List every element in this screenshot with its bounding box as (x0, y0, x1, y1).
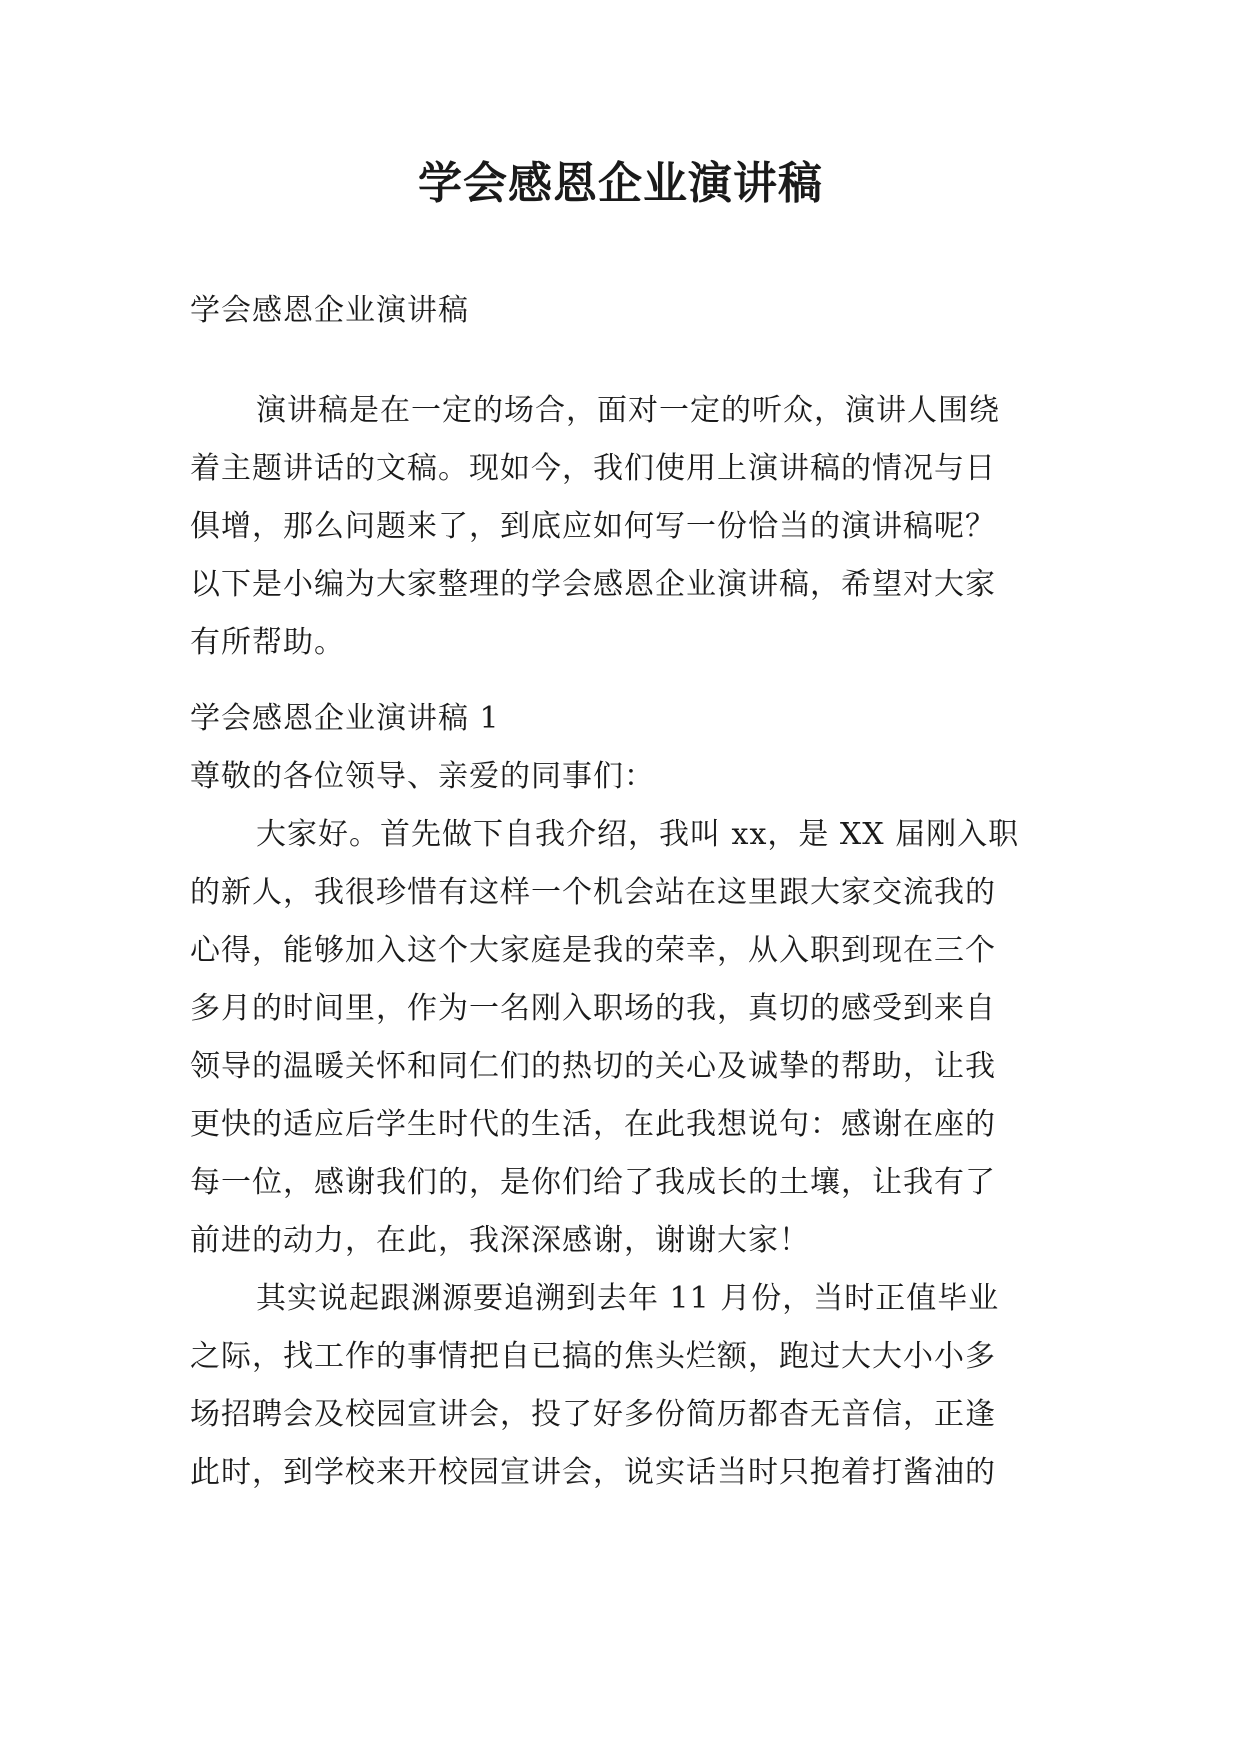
paragraph-line: 心得，能够加入这个大家庭是我的荣幸，从入职到现在三个 (190, 933, 996, 968)
intro-line: 以下是小编为大家整理的学会感恩企业演讲稿，希望对大家 (190, 567, 996, 602)
paragraph-line: 前进的动力，在此，我深深感谢，谢谢大家！ (190, 1223, 810, 1258)
paragraph-line: 领导的温暖关怀和同仁们的热切的关心及诚挚的帮助，让我 (190, 1049, 996, 1084)
paragraph-line: 大家好。首先做下自我介绍，我叫 xx，是 XX 届刚入职 (256, 817, 1020, 852)
paragraph-line: 的新人，我很珍惜有这样一个机会站在这里跟大家交流我的 (190, 875, 996, 910)
document-title: 学会感恩企业演讲稿 (418, 158, 823, 209)
paragraph-line: 多月的时间里，作为一名刚入职场的我，真切的感受到来自 (190, 991, 996, 1026)
intro-line: 着主题讲话的文稿。现如今，我们使用上演讲稿的情况与日 (190, 451, 996, 486)
paragraph-line: 更快的适应后学生时代的生活，在此我想说句：感谢在座的 (190, 1107, 996, 1142)
section-heading: 学会感恩企业演讲稿 1 (190, 701, 500, 736)
intro-line: 演讲稿是在一定的场合，面对一定的听众，演讲人围绕 (256, 393, 1000, 428)
speech-paragraph-1 (190, 806, 1070, 1270)
paragraph-line: 场招聘会及校园宣讲会，投了好多份简历都杳无音信，正逢 (190, 1397, 996, 1432)
document-subtitle: 学会感恩企业演讲稿 (190, 293, 469, 328)
paragraph-line: 之际，找工作的事情把自已搞的焦头烂额，跑过大大小小多 (190, 1339, 996, 1374)
intro-line: 有所帮助。 (190, 625, 345, 660)
paragraph-line: 此时，到学校来开校园宣讲会，说实话当时只抱着打酱油的 (190, 1455, 996, 1490)
salutation: 尊敬的各位领导、亲爱的同事们： (190, 759, 655, 794)
speech-paragraph-2 (190, 1270, 1070, 1502)
paragraph-line: 每一位，感谢我们的，是你们给了我成长的土壤，让我有了 (190, 1165, 996, 1200)
paragraph-line: 其实说起跟渊源要追溯到去年 11 月份，当时正值毕业 (256, 1281, 1000, 1316)
intro-line: 俱增，那么问题来了，到底应如何写一份恰当的演讲稿呢？ (190, 509, 996, 544)
intro-paragraph (190, 382, 1070, 672)
